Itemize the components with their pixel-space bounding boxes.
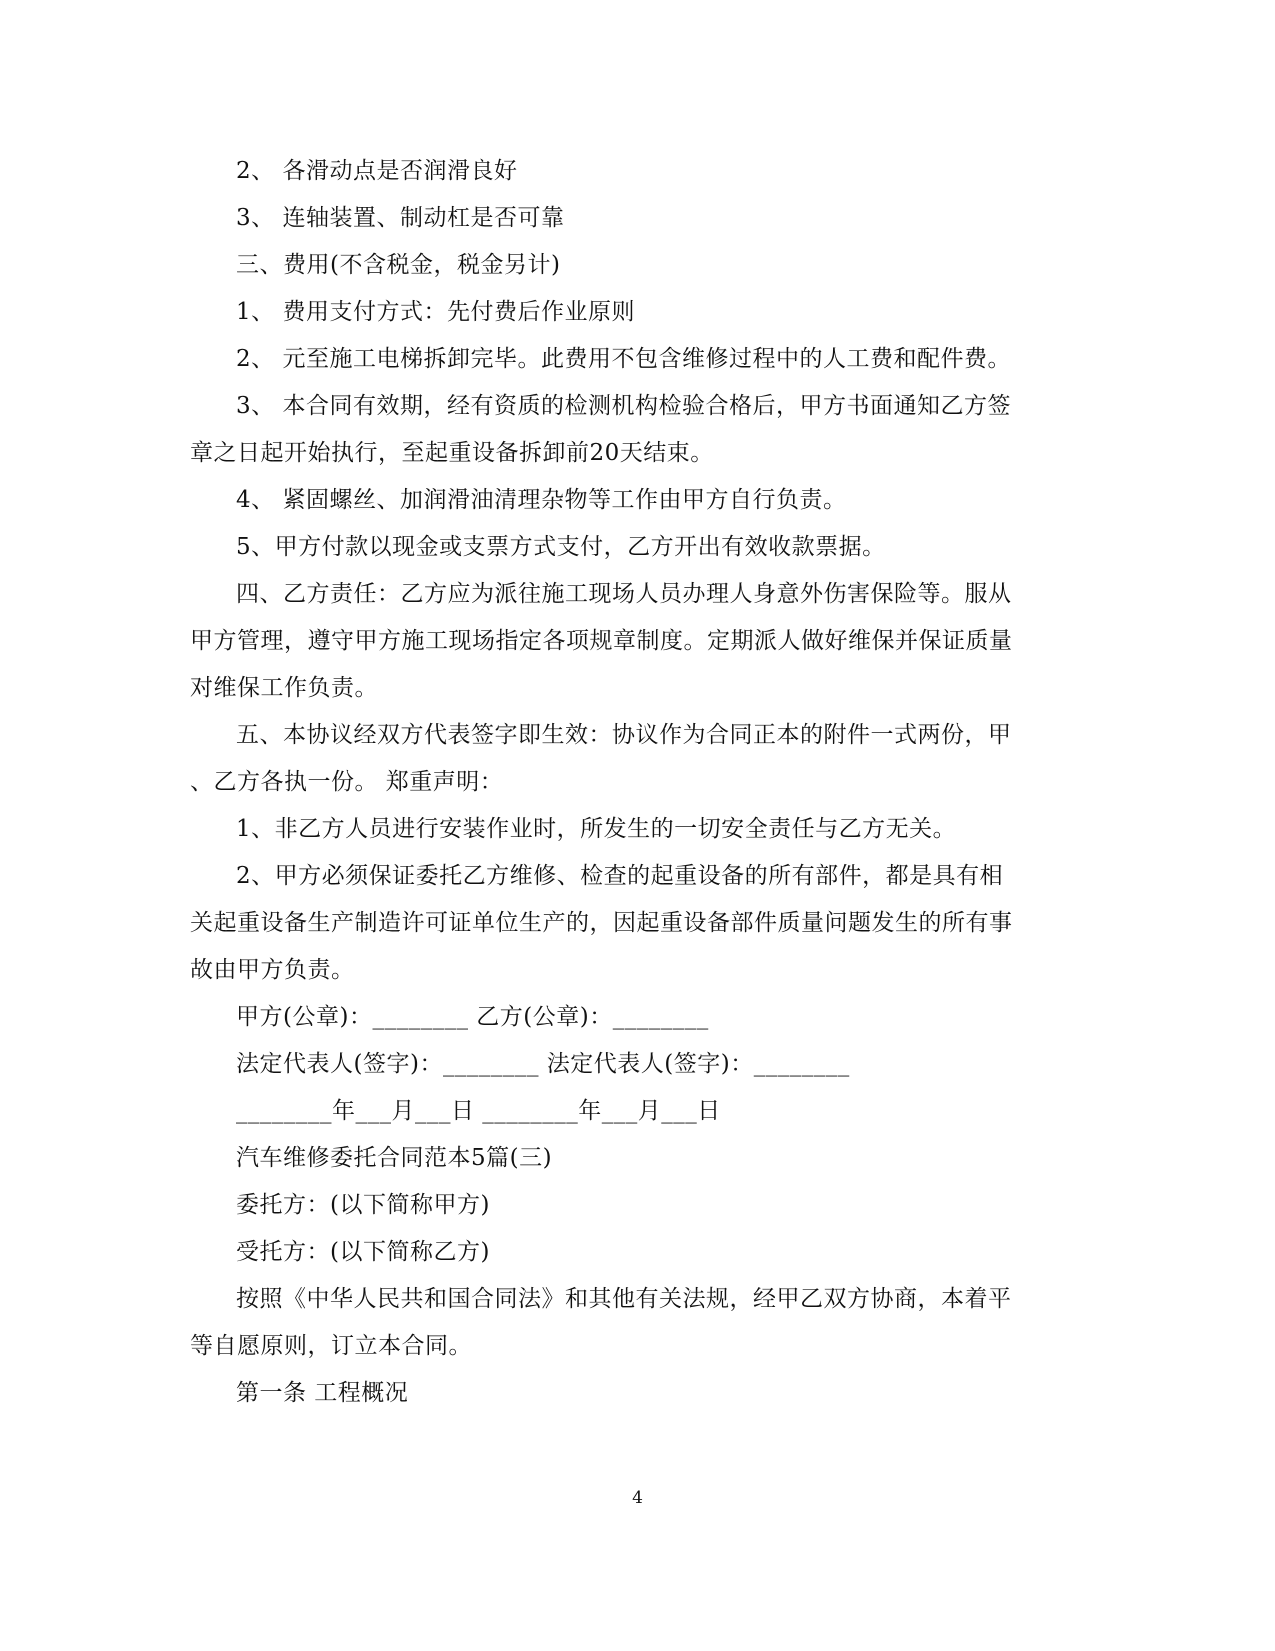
section-heading: 五、本协议经双方代表签字即生效：协议作为合同正本的附件一式两份，甲 — [236, 722, 1012, 748]
signature-seal-line: 甲方(公章)：________ 乙方(公章)：________ — [236, 1004, 709, 1030]
text-line: 等自愿原则，订立本合同。 — [190, 1333, 472, 1359]
text-line: 、乙方各执一份。 郑重声明： — [190, 769, 504, 795]
section-heading: 三、费用(不含税金，税金另计) — [236, 252, 561, 278]
text-line: 2、 元至施工电梯拆卸完毕。此费用不包含维修过程中的人工费和配件费。 — [236, 346, 1011, 372]
text-line: 4、 紧固螺丝、加润滑油清理杂物等工作由甲方自行负责。 — [236, 487, 847, 513]
text-line: 3、 连轴装置、制动杠是否可靠 — [236, 205, 565, 231]
text-line: 按照《中华人民共和国合同法》和其他有关法规，经甲乙双方协商，本着平 — [236, 1286, 1012, 1312]
party-contractor: 受托方：(以下简称乙方) — [236, 1239, 490, 1265]
article-heading: 第一条 工程概况 — [236, 1380, 409, 1406]
signature-date-line: ________年___月___日 ________年___月___日 — [236, 1098, 721, 1124]
text-line: 1、非乙方人员进行安装作业时，所发生的一切安全责任与乙方无关。 — [236, 816, 957, 842]
text-line: 故由甲方负责。 — [190, 957, 355, 983]
document-body — [190, 148, 1070, 1417]
text-line: 3、 本合同有效期，经有资质的检测机构检验合格后，甲方书面通知乙方签 — [236, 393, 1011, 419]
text-line: 关起重设备生产制造许可证单位生产的，因起重设备部件质量问题发生的所有事 — [190, 910, 1013, 936]
text-line: 1、 费用支付方式：先付费后作业原则 — [236, 299, 635, 325]
text-line: 甲方管理，遵守甲方施工现场指定各项规章制度。定期派人做好维保并保证质量 — [190, 628, 1013, 654]
page-number: 4 — [632, 1488, 643, 1508]
section-heading: 四、乙方责任：乙方应为派往施工现场人员办理人身意外伤害保险等。服从 — [236, 581, 1012, 607]
text-line: 对维保工作负责。 — [190, 675, 378, 701]
document-subtitle: 汽车维修委托合同范本5篇(三) — [236, 1145, 553, 1171]
party-client: 委托方：(以下简称甲方) — [236, 1192, 490, 1218]
signature-representative-line: 法定代表人(签字)：________ 法定代表人(签字)：________ — [236, 1051, 850, 1077]
text-line: 2、甲方必须保证委托乙方维修、检查的起重设备的所有部件，都是具有相 — [236, 863, 1004, 889]
text-line: 章之日起开始执行，至起重设备拆卸前20天结束。 — [190, 440, 714, 466]
text-line: 2、 各滑动点是否润滑良好 — [236, 158, 518, 184]
text-line: 5、甲方付款以现金或支票方式支付，乙方开出有效收款票据。 — [236, 534, 886, 560]
